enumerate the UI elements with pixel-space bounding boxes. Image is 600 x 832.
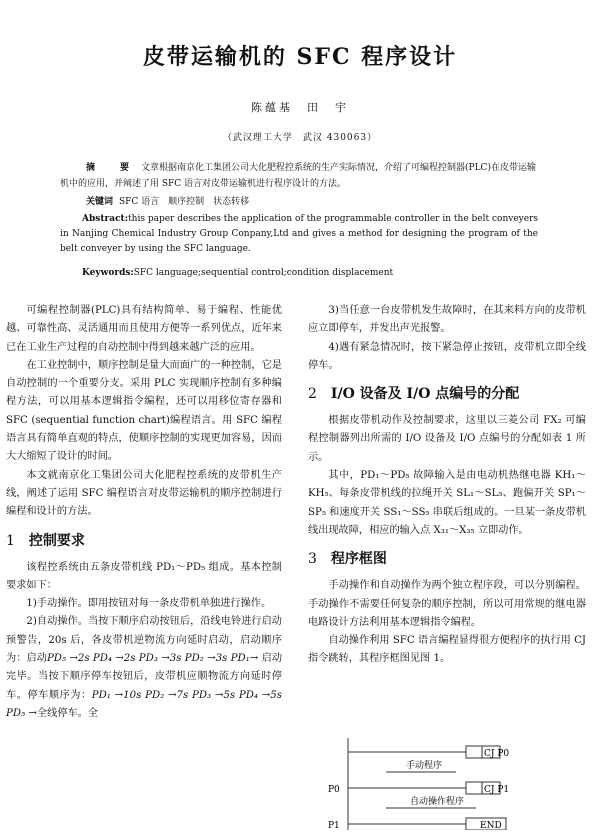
paper-title: 皮带运输机的 SFC 程序设计 [142, 44, 458, 70]
right-column [308, 302, 586, 669]
section-title: 控制要求 [28, 532, 85, 549]
section-title: I/O 设备及 I/O 点编号的分配 [330, 386, 520, 403]
keywords-cn-text: SFC 语言 顺序控制 状态转移 [119, 197, 250, 207]
paragraph: 可编程控制器(PLC)具有结构简单、易于编程、性能优越、可靠性高、灵活通用而且使用方便等一系列优点，近年来已在工业生产过程的自动控制中得到越来越广泛的应用。 [6, 305, 282, 353]
paragraph-text: 全线停车。全 [36, 707, 99, 719]
paragraph: 本文就南京化工集团公司大化肥程控系统的皮带机生产线，阐述了运用 SFC 编程语言对皮带运输机的顺序控制进行编程和设计的方法。 [6, 469, 282, 518]
auto-program-label: 自动操作程序 [410, 797, 465, 807]
section-heading-3 [308, 549, 586, 569]
abstract-en [60, 212, 538, 257]
section-number: 2 [308, 386, 317, 403]
paragraph: 自动操作利用 SFC 语言编程显得很方便程序的执行用 CJ 指令跳转，其程序框图见图 1。 [308, 635, 586, 665]
keywords-en-label: Keywords: [82, 268, 134, 278]
keywords-cn [86, 194, 546, 207]
paragraph-text: → 启动完毕。当按下顺序停车按钮后，皮带机应顺物流方向延时停车。停车顺序为： [6, 653, 283, 701]
program-flow-figure [326, 738, 546, 830]
abstract-cn-text: 文章根据南京化工集团公司大化肥程控系统的生产实际情况，介绍了可编程控制器(PLC)在皮带运输机中的应用，并阐述了用 SFC 语言对皮带运输机进行程序设计的方法。 [60, 163, 536, 189]
abstract-cn [60, 160, 538, 192]
end-label: END [480, 821, 502, 830]
paragraph: 1)手动操作。即用按钮对每一条皮带机单独进行操作。 [26, 598, 272, 610]
abstract-en-text: this paper describes the application of the programmable controller in the belt conveyers in Nanjing Chemical Industry Group Conpany,Ltd and gives a method for designing the program of the belt conveyer by using the SFC language. [60, 214, 538, 254]
p0-label: P0 [328, 785, 340, 795]
cj-p0-label: CJ P0 [484, 749, 510, 759]
keywords-en-text: SFC language;sequential control;condition displacement [133, 268, 394, 278]
paragraph: 该程控系统由五条皮带机线 PD₁～PD₅ 组成。基本控制要求如下： [6, 561, 282, 591]
start-sequence: PD₅ →2s PD₄ →2s PD₃ →3s PD₂ →3s PD₁ [46, 653, 250, 665]
paragraph [6, 613, 282, 723]
abstract-en-label: Abstract: [82, 214, 129, 224]
section-heading-2 [308, 384, 586, 404]
authors: 陈蕴基 田 宇 [251, 101, 349, 114]
paragraph-text: 2)自动操作。当按下顺序启动按钮后，沿线电铃进行启动预警告，20s 后，各皮带机逆物流方向延时启动，启动顺序为：启动 [6, 616, 282, 665]
keywords-cn-label: 关键词 [86, 197, 114, 207]
left-column [6, 302, 282, 723]
paragraph: 手动操作和自动操作为两个独立程序段，可以分别编程。手动操作不需要任何复杂的顺序控制，所以可用常规的继电器电路设计方法利用基本逻辑指令编程。 [308, 580, 586, 628]
paragraph: 根据皮带机动作及控制要求，这里以三菱公司 FX₂ 可编程控制器列出所需的 I/O 设备及 I/O 点编号的分配如表 1 所示。 [308, 415, 586, 463]
section-title: 程序框图 [330, 551, 387, 568]
affiliation: （武汉理工大学 武汉 430063） [222, 133, 378, 143]
paragraph: 3)当任意一台皮带机发生故障时，在其来料方向的皮带机应立即停车，并发出声光报警。 [308, 305, 586, 335]
section-number: 1 [6, 532, 15, 549]
cj-p1-label: CJ P1 [484, 785, 510, 795]
stop-sequence: PD₁ →10s PD₂ →7s PD₃ →5s PD₄ →5s PD₅ → [6, 689, 282, 719]
paragraph: 其中，PD₁～PD₅ 故障输入是由电动机热继电器 KH₁～KH₅、每条皮带机线的拉绳开关 SL₁～SL₅、跑偏开关 SP₁～SP₅ 和速度开关 SS₁～SS₅ 串联后组成的。一旦某一条皮带机线出现故障，相应的输入点 X₃₁～X₃₅ 立即动作。 [308, 470, 586, 536]
keywords-en [82, 268, 552, 278]
p1-label: P1 [328, 821, 340, 830]
manual-program-label: 手动程序 [406, 761, 443, 771]
section-number: 3 [308, 551, 317, 568]
paragraph: 4)遇有紧急情况时，按下紧急停止按钮，皮带机立即全线停车。 [308, 341, 586, 371]
abstract-cn-label: 摘 要 [86, 163, 138, 173]
paragraph: 在工业控制中，顺序控制是量大而面广的一种控制，它是自动控制的一个重要分支。采用 PLC 实现顺序控制有多种编程方法，可以用基本逻辑指令编程，还可以用移位寄存器和 SFC (sequential function chart)编程语言。用 SFC 编程语言具有简单直观的特点，使顺序控制的实现更加容易，因而大大缩短了设计的时间。 [6, 359, 282, 463]
section-heading-1 [6, 531, 282, 551]
